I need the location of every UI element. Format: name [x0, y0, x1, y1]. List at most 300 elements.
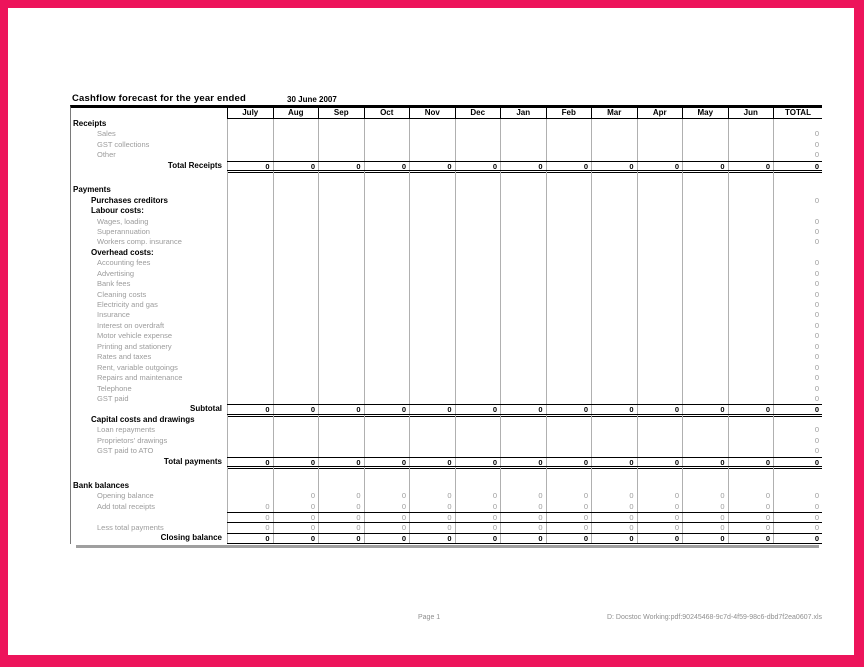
cell-sep — [318, 467, 364, 481]
cell-jan — [500, 481, 546, 491]
cell-may — [682, 300, 728, 310]
row-accounting-fees — [71, 258, 822, 268]
cell-dec — [455, 310, 501, 320]
cell-oct — [364, 279, 410, 289]
cell-jan — [500, 258, 546, 268]
cell-dec — [455, 248, 501, 258]
row-label — [71, 512, 227, 522]
cell-oct — [364, 363, 410, 373]
row-cells — [227, 248, 822, 258]
cell-jan: 0 — [500, 405, 546, 413]
cell-july — [227, 279, 273, 289]
cell-total: 0 — [773, 258, 822, 268]
cell-nov — [409, 446, 455, 456]
row-label: Sales — [97, 129, 116, 139]
cell-feb — [546, 227, 592, 237]
cell-feb: 0 — [546, 162, 592, 170]
cell-mar — [591, 384, 637, 394]
cell-total: 0 — [773, 331, 822, 341]
cell-aug: 0 — [273, 502, 319, 512]
row-electricity-and-gas — [71, 300, 822, 310]
cell-nov: 0 — [409, 405, 455, 413]
cell-feb — [546, 310, 592, 320]
cell-mar — [591, 436, 637, 446]
row-cells — [227, 310, 822, 320]
row-bank-fees — [71, 279, 822, 289]
cell-july — [227, 467, 273, 481]
cell-aug — [273, 237, 319, 247]
cell-nov: 0 — [409, 534, 455, 542]
cell-feb — [546, 258, 592, 268]
cell-sep — [318, 196, 364, 206]
cell-mar — [591, 363, 637, 373]
cell-jan — [500, 185, 546, 195]
cell-july — [227, 321, 273, 331]
cell-may — [682, 248, 728, 258]
row-cells — [227, 331, 822, 341]
cell-mar — [591, 279, 637, 289]
cell-july: 0 — [227, 162, 273, 170]
cell-apr: 0 — [637, 534, 683, 542]
cell-aug — [273, 290, 319, 300]
row-less-total-payments — [71, 523, 822, 533]
cell-total — [773, 206, 822, 216]
row-insurance — [71, 310, 822, 320]
cell-apr — [637, 258, 683, 268]
cell-july — [227, 310, 273, 320]
cell-dec — [455, 300, 501, 310]
cell-apr — [637, 394, 683, 404]
row-label: Labour costs: — [91, 206, 144, 216]
cell-may — [682, 352, 728, 362]
cell-july — [227, 352, 273, 362]
cell-may — [682, 150, 728, 160]
cell-jun — [728, 467, 774, 481]
cell-july — [227, 363, 273, 373]
cell-sep — [318, 446, 364, 456]
cell-total: 0 — [773, 458, 822, 466]
cell-feb: 0 — [546, 458, 592, 466]
cell-aug — [273, 279, 319, 289]
row-cells — [227, 140, 822, 150]
cell-july — [227, 150, 273, 160]
report-date: 30 June 2007 — [287, 95, 337, 104]
cell-dec — [455, 196, 501, 206]
cell-oct — [364, 310, 410, 320]
row-printing-and-stationery — [71, 342, 822, 352]
cell-total: 0 — [773, 523, 822, 533]
row-cells — [227, 217, 822, 227]
table-body — [71, 119, 822, 544]
cell-feb — [546, 140, 592, 150]
cell-aug: 0 — [273, 523, 319, 533]
row-label: Wages, loading — [97, 216, 149, 226]
row-cells — [227, 491, 822, 501]
cell-total: 0 — [773, 342, 822, 352]
cell-sep: 0 — [318, 491, 364, 501]
cell-sep: 0 — [318, 523, 364, 533]
cell-mar — [591, 425, 637, 435]
spacer-row — [71, 467, 822, 481]
cell-may — [682, 269, 728, 279]
cell-total — [773, 185, 822, 195]
row-label: Add total receipts — [97, 501, 155, 511]
cell-total: 0 — [773, 502, 822, 512]
row-label: Insurance — [97, 310, 130, 320]
cell-total: 0 — [773, 394, 822, 404]
cell-total: 0 — [773, 384, 822, 394]
row-closing-balance — [71, 533, 822, 543]
cell-apr — [637, 279, 683, 289]
row-wages-loading — [71, 217, 822, 227]
row-label: Printing and stationery — [97, 341, 172, 351]
cell-total — [773, 467, 822, 481]
cell-nov — [409, 321, 455, 331]
cell-jan — [500, 415, 546, 425]
cell-sep — [318, 363, 364, 373]
cell-apr — [637, 415, 683, 425]
cell-feb: 0 — [546, 491, 592, 501]
cell-oct — [364, 373, 410, 383]
row-receipts — [71, 119, 822, 129]
cell-aug — [273, 258, 319, 268]
row-label: Total Receipts — [167, 160, 222, 170]
cell-total: 0 — [773, 300, 822, 310]
cell-nov — [409, 171, 455, 185]
column-header-oct: Oct — [364, 108, 410, 119]
cell-aug — [273, 248, 319, 258]
cell-feb — [546, 363, 592, 373]
row-label: Subtotal — [190, 404, 222, 414]
cell-may — [682, 321, 728, 331]
cell-nov: 0 — [409, 491, 455, 501]
cell-oct — [364, 436, 410, 446]
cell-dec — [455, 150, 501, 160]
cell-oct — [364, 140, 410, 150]
cell-apr — [637, 290, 683, 300]
row-cells — [227, 342, 822, 352]
cell-sep — [318, 269, 364, 279]
row-cells — [227, 425, 822, 435]
cell-aug — [273, 373, 319, 383]
cell-mar: 0 — [591, 502, 637, 512]
cell-jan — [500, 129, 546, 139]
cell-july — [227, 394, 273, 404]
row-bank-balances — [71, 481, 822, 491]
cell-dec: 0 — [455, 534, 501, 542]
cell-total: 0 — [773, 352, 822, 362]
cell-may: 0 — [682, 523, 728, 533]
cell-may: 0 — [682, 405, 728, 413]
cell-aug — [273, 363, 319, 373]
cell-sep — [318, 425, 364, 435]
row-label: Purchases creditors — [91, 195, 168, 205]
cell-sep: 0 — [318, 162, 364, 170]
cell-oct — [364, 481, 410, 491]
cell-nov — [409, 394, 455, 404]
row-cells — [227, 352, 822, 362]
cell-apr — [637, 237, 683, 247]
row-label: Closing balance — [160, 533, 222, 543]
row-label: Repairs and maintenance — [97, 373, 183, 383]
cell-mar — [591, 342, 637, 352]
row-cells — [227, 300, 822, 310]
cell-jun — [728, 394, 774, 404]
cell-jun — [728, 363, 774, 373]
cell-july — [227, 481, 273, 491]
cell-may — [682, 384, 728, 394]
column-header-dec: Dec — [455, 108, 501, 119]
cell-nov — [409, 363, 455, 373]
cell-july — [227, 185, 273, 195]
cell-may — [682, 310, 728, 320]
cell-mar — [591, 258, 637, 268]
row-add-total-receipts — [71, 502, 822, 512]
cell-aug: 0 — [273, 513, 319, 521]
cell-oct — [364, 248, 410, 258]
row-workers-comp-insurance — [71, 237, 822, 247]
cell-jun — [728, 331, 774, 341]
cell-july — [227, 227, 273, 237]
cell-oct — [364, 129, 410, 139]
cell-jan — [500, 206, 546, 216]
cell-apr — [637, 217, 683, 227]
row-cells — [227, 150, 822, 160]
cell-july — [227, 258, 273, 268]
cell-july — [227, 342, 273, 352]
cell-nov — [409, 279, 455, 289]
cell-sep — [318, 206, 364, 216]
column-header-sep: Sep — [318, 108, 364, 119]
row-cells — [227, 457, 822, 467]
cell-nov: 0 — [409, 162, 455, 170]
cell-apr — [637, 331, 683, 341]
cell-jun — [728, 352, 774, 362]
row-purchases-creditors — [71, 196, 822, 206]
cell-mar — [591, 206, 637, 216]
cell-total: 0 — [773, 363, 822, 373]
cell-jan: 0 — [500, 491, 546, 501]
row-label: GST collections — [97, 139, 150, 149]
row-cells — [227, 512, 822, 522]
cell-jun: 0 — [728, 534, 774, 542]
cell-jan — [500, 217, 546, 227]
cell-mar — [591, 290, 637, 300]
cell-jun: 0 — [728, 162, 774, 170]
cell-oct — [364, 394, 410, 404]
row-cells — [227, 384, 822, 394]
cell-oct: 0 — [364, 491, 410, 501]
cell-total: 0 — [773, 269, 822, 279]
row-label: Workers comp. insurance — [97, 237, 182, 247]
cell-mar: 0 — [591, 162, 637, 170]
cell-total: 0 — [773, 237, 822, 247]
row-cells — [227, 269, 822, 279]
cell-jun — [728, 321, 774, 331]
cell-mar — [591, 237, 637, 247]
cell-apr — [637, 185, 683, 195]
cell-may — [682, 129, 728, 139]
cell-nov — [409, 415, 455, 425]
cell-jun — [728, 373, 774, 383]
row-cells — [227, 502, 822, 512]
cell-aug: 0 — [273, 491, 319, 501]
cell-may — [682, 196, 728, 206]
cell-july: 0 — [227, 534, 273, 542]
row-cells — [227, 161, 822, 171]
cell-mar: 0 — [591, 523, 637, 533]
cell-nov — [409, 129, 455, 139]
row-cells — [227, 446, 822, 456]
cell-feb — [546, 436, 592, 446]
cell-nov — [409, 150, 455, 160]
cell-total: 0 — [773, 279, 822, 289]
cell-aug — [273, 394, 319, 404]
cell-sep — [318, 258, 364, 268]
cell-sep — [318, 415, 364, 425]
cell-july — [227, 491, 273, 501]
row-advertising — [71, 269, 822, 279]
cell-aug — [273, 196, 319, 206]
cell-apr: 0 — [637, 523, 683, 533]
cell-feb — [546, 321, 592, 331]
cell-jun: 0 — [728, 405, 774, 413]
cell-aug — [273, 150, 319, 160]
cell-jan — [500, 300, 546, 310]
cell-nov — [409, 342, 455, 352]
cell-sep: 0 — [318, 534, 364, 542]
cell-may — [682, 425, 728, 435]
row-label: Bank balances — [73, 481, 130, 490]
cell-july: 0 — [227, 405, 273, 413]
cell-total — [773, 248, 822, 258]
cell-aug — [273, 140, 319, 150]
cell-aug — [273, 269, 319, 279]
cell-dec — [455, 140, 501, 150]
cell-july — [227, 206, 273, 216]
cell-dec — [455, 384, 501, 394]
cell-total: 0 — [773, 491, 822, 501]
cell-sep — [318, 384, 364, 394]
cell-mar — [591, 140, 637, 150]
cell-july: 0 — [227, 523, 273, 533]
cell-apr — [637, 373, 683, 383]
row-gst-paid — [71, 394, 822, 404]
cell-oct: 0 — [364, 523, 410, 533]
cell-jun: 0 — [728, 523, 774, 533]
cell-sep — [318, 129, 364, 139]
column-header-feb: Feb — [546, 108, 592, 119]
cell-sep — [318, 321, 364, 331]
label-column-header — [71, 108, 227, 119]
row-cells — [227, 533, 822, 543]
cell-jan: 0 — [500, 534, 546, 542]
cell-jan — [500, 373, 546, 383]
cell-july — [227, 217, 273, 227]
cell-total: 0 — [773, 162, 822, 170]
cell-feb — [546, 300, 592, 310]
cell-total: 0 — [773, 227, 822, 237]
cell-mar — [591, 227, 637, 237]
cell-oct — [364, 415, 410, 425]
cell-dec — [455, 425, 501, 435]
cell-mar — [591, 446, 637, 456]
cell-apr — [637, 171, 683, 185]
page-footer — [70, 614, 822, 626]
cell-nov — [409, 185, 455, 195]
cell-feb — [546, 196, 592, 206]
cell-jan: 0 — [500, 458, 546, 466]
cell-total: 0 — [773, 446, 822, 456]
document-page — [8, 8, 854, 655]
cell-sep — [318, 150, 364, 160]
cell-jun: 0 — [728, 458, 774, 466]
cell-jan — [500, 279, 546, 289]
cell-dec: 0 — [455, 513, 501, 521]
cell-apr — [637, 119, 683, 129]
cell-apr: 0 — [637, 405, 683, 413]
cell-jun: 0 — [728, 513, 774, 521]
cell-aug — [273, 415, 319, 425]
cell-feb — [546, 119, 592, 129]
row-label: GST paid to ATO — [97, 446, 154, 456]
cell-july: 0 — [227, 502, 273, 512]
cell-july — [227, 140, 273, 150]
cell-total: 0 — [773, 373, 822, 383]
row-repairs-and-maintenance — [71, 373, 822, 383]
cell-dec — [455, 352, 501, 362]
cell-total: 0 — [773, 513, 822, 521]
row-label: Cleaning costs — [97, 289, 147, 299]
cell-jan — [500, 331, 546, 341]
cell-apr — [637, 467, 683, 481]
cell-nov — [409, 140, 455, 150]
cell-jan — [500, 248, 546, 258]
cell-mar — [591, 415, 637, 425]
cell-sep — [318, 248, 364, 258]
cell-may — [682, 258, 728, 268]
row-label: Receipts — [73, 119, 107, 128]
cell-feb — [546, 342, 592, 352]
cell-jun — [728, 415, 774, 425]
cell-total: 0 — [773, 290, 822, 300]
row-rates-and-taxes — [71, 352, 822, 362]
cell-dec — [455, 258, 501, 268]
cell-jan — [500, 237, 546, 247]
cell-oct: 0 — [364, 162, 410, 170]
cell-aug — [273, 467, 319, 481]
cell-dec: 0 — [455, 502, 501, 512]
cell-mar — [591, 481, 637, 491]
cell-jan — [500, 352, 546, 362]
spacer-row — [71, 171, 822, 185]
cell-nov — [409, 331, 455, 341]
cell-jun — [728, 258, 774, 268]
title-bar — [70, 92, 822, 105]
cell-feb: 0 — [546, 523, 592, 533]
cell-oct: 0 — [364, 502, 410, 512]
cell-aug: 0 — [273, 405, 319, 413]
cell-dec — [455, 206, 501, 216]
cell-jun — [728, 237, 774, 247]
cell-jun — [728, 481, 774, 491]
row-label: Bank fees — [97, 279, 131, 289]
cell-may — [682, 290, 728, 300]
column-header-jun: Jun — [728, 108, 774, 119]
cell-may — [682, 436, 728, 446]
row-interest-on-overdraft — [71, 321, 822, 331]
row-label: Payments — [73, 185, 111, 195]
